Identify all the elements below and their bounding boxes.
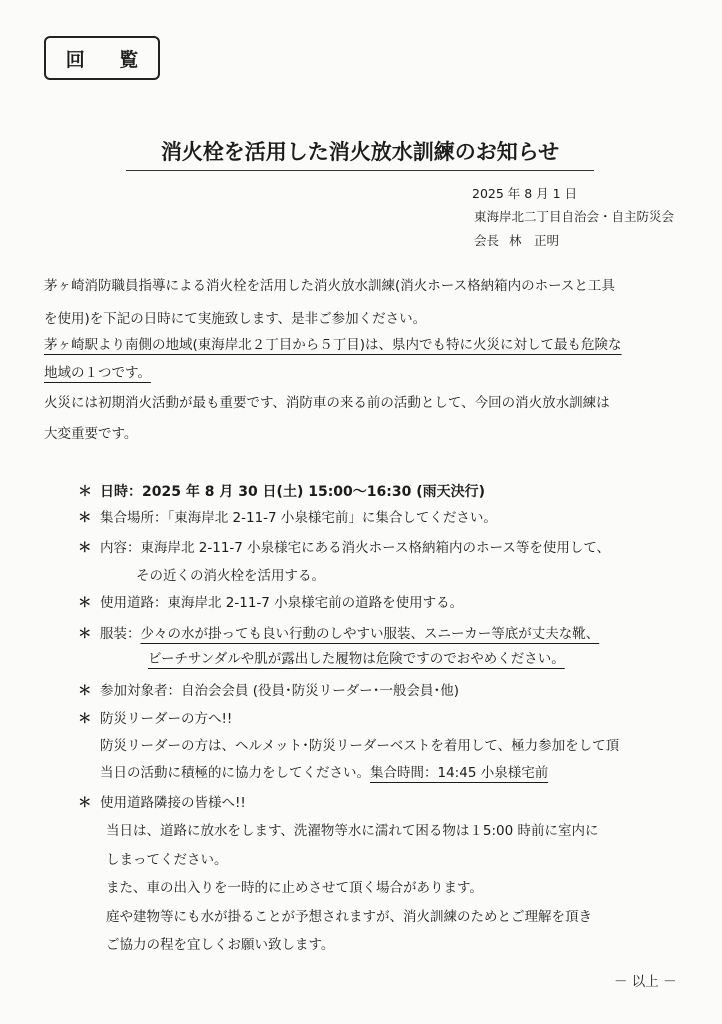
attire-label: 服装：: [100, 626, 141, 642]
participants-text: 参加対象者：自治会会員 (役員･防災リーダー･一般会員･他): [100, 683, 460, 699]
item-meeting-place: [78, 512, 497, 526]
closing-mark: － 以上 －: [614, 974, 677, 990]
bullet-asterisk: ＊: [78, 711, 92, 727]
issue-date: 2025 年 8 月 1 日: [472, 186, 578, 201]
intro-line-3: 茅ヶ崎駅より南側の地域(東海岸北２丁目から５丁目)は、県内でも特に火災に対して最も危険な: [44, 337, 622, 353]
neighbors-text-3: また、車の出入りを一時的に止めさせて頂く場合があります。: [106, 880, 483, 896]
intro-line-1: 茅ヶ崎消防職員指導による消火栓を活用した消火放水訓練(消火ホース格納箱内のホースと工具: [44, 278, 615, 294]
bullet-asterisk: ＊: [78, 595, 92, 611]
leaders-meeting-time: 集合時間：14:45 小泉様宅前: [370, 765, 549, 781]
item-datetime: [78, 485, 485, 499]
item-participants: [78, 685, 459, 699]
road-text: 使用道路：東海岸北 2-11-7 小泉様宅前の道路を使用する。: [100, 595, 464, 611]
leaders-text-2: [100, 767, 548, 781]
leaders-text-1: 防災リーダーの方は、ヘルメット･防災リーダーベストを着用して、極力参加をして頂: [100, 738, 620, 754]
neighbors-text-2: しまってください。: [106, 852, 228, 868]
bullet-asterisk: ＊: [78, 626, 92, 642]
neighbors-text-4: 庭や建物等にも水が掛ることが予想されますが、消火訓練のためとご理解を頂き: [106, 909, 592, 925]
leaders-text-2a: 当日の活動に積極的に協力をしてください。: [100, 765, 370, 781]
attire-text-2: ビーチサンダルや肌が露出した履物は危険ですのでおやめください。: [148, 651, 565, 667]
neighbors-text-5: ご協力の程を宜しくお願い致します。: [106, 937, 335, 953]
intro-line-2: を使用)を下記の日時にて実施致します、是非ご参加ください。: [44, 311, 427, 327]
neighbors-heading: 使用道路隣接の皆様へ!!: [100, 795, 246, 811]
intro-line-6: 大変重要です。: [44, 426, 138, 442]
leaders-heading: 防災リーダーの方へ!!: [100, 711, 233, 727]
chair-title: 会長: [474, 233, 500, 248]
issuing-organization: 東海岸北二丁目自治会・自主防災会: [474, 209, 675, 224]
intro-line-4: 地域の１つです。: [44, 365, 151, 381]
attire-text-1: 少々の水が掛っても良い行動のしやすい服装、スニーカー等底が丈夫な靴、: [140, 626, 600, 642]
intro-line-5: 火災には初期消火活動が最も重要です、消防車の来る前の活動として、今回の消火放水訓練は: [44, 395, 610, 411]
bullet-asterisk: ＊: [78, 795, 92, 811]
kairan-label-box: 回 覧: [44, 36, 160, 80]
bullet-asterisk: ＊: [78, 683, 92, 699]
item-leaders: [78, 713, 232, 727]
item-content: [78, 542, 610, 556]
datetime-text: 日時：2025 年 8 月 30 日(土) 15:00～16:30 (雨天決行): [100, 484, 486, 500]
neighbors-text-1: 当日は、道路に放水をします、洗濯物等水に濡れて困る物は１5:00 時前に室内に: [106, 823, 599, 839]
chair-signature: [474, 231, 569, 249]
item-road: [78, 597, 463, 611]
document-title: 消火栓を活用した消火放水訓練のお知らせ: [126, 136, 594, 171]
content-text-2: その近くの消火栓を活用する。: [136, 568, 325, 584]
content-text-1: 内容：東海岸北 2-11-7 小泉様宅にある消火ホース格納箱内のホース等を使用して、: [100, 540, 611, 556]
chair-name: 林 正明: [509, 233, 560, 248]
bullet-asterisk: ＊: [78, 540, 92, 556]
bullet-asterisk: ＊: [78, 484, 92, 500]
item-neighbors: [78, 797, 246, 811]
bullet-asterisk: ＊: [78, 510, 92, 526]
item-attire: [78, 628, 599, 642]
meeting-place-text: 集合場所：「東海岸北 2-11-7 小泉様宅前」に集合してください。: [100, 510, 497, 526]
